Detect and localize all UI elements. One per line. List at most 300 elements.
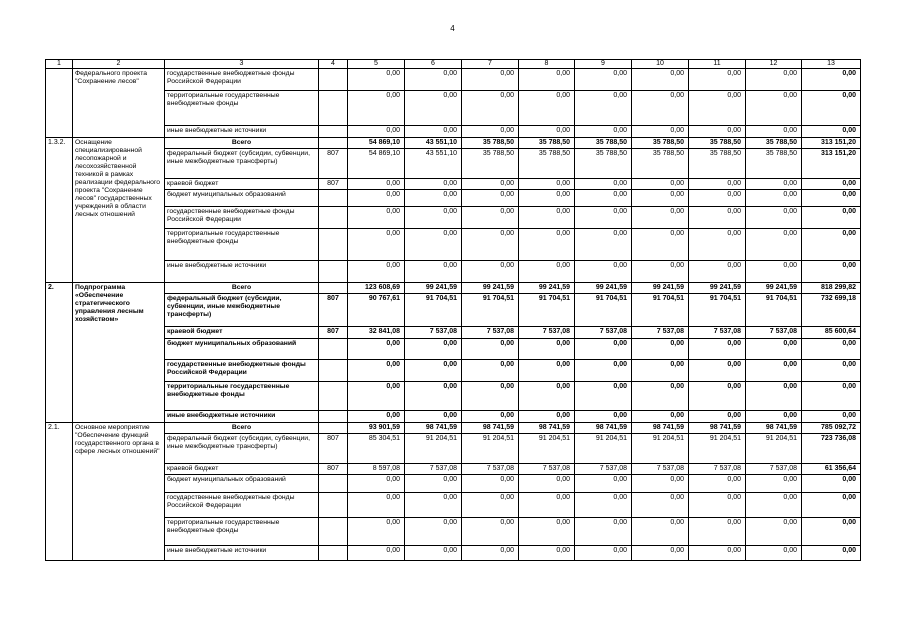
- year-value: 0,00: [348, 518, 405, 546]
- year-value: 7 537,08: [519, 327, 575, 339]
- funding-source: государственные внебюджетные фонды Российской Федерации: [165, 493, 319, 518]
- year-value: 0,00: [689, 339, 746, 360]
- budget-code: [319, 475, 348, 493]
- program-name: Основное мероприятие "Обеспечение функций государственного органа в сфере лесных отношений": [73, 422, 165, 561]
- year-value: 98 741,59: [405, 422, 462, 433]
- table-row: [46, 137, 861, 148]
- year-value: 0,00: [632, 126, 689, 137]
- year-value: 0,00: [689, 475, 746, 493]
- year-value: 0,00: [519, 190, 575, 207]
- year-value: 0,00: [746, 339, 802, 360]
- year-value: 0,00: [575, 493, 632, 518]
- budget-code: [319, 411, 348, 422]
- table-row: [46, 463, 861, 474]
- year-value: 0,00: [405, 207, 462, 229]
- year-value: 0,00: [348, 360, 405, 382]
- year-value: 0,00: [519, 475, 575, 493]
- year-value: 0,00: [575, 475, 632, 493]
- year-value: 0,00: [348, 382, 405, 411]
- year-value: 0,00: [348, 190, 405, 207]
- total-value: 0,00: [802, 518, 861, 546]
- budget-code: [319, 69, 348, 91]
- table-row: [46, 493, 861, 518]
- table-row: [46, 327, 861, 339]
- year-value: 0,00: [575, 382, 632, 411]
- budget-code: [319, 261, 348, 283]
- year-value: 0,00: [689, 411, 746, 422]
- year-value: 0,00: [519, 91, 575, 126]
- table-row: [46, 126, 861, 137]
- year-value: 0,00: [632, 411, 689, 422]
- year-value: 0,00: [575, 261, 632, 283]
- year-value: 98 741,59: [575, 422, 632, 433]
- year-value: 0,00: [575, 229, 632, 261]
- budget-code: [319, 422, 348, 433]
- budget-code: 807: [319, 294, 348, 327]
- year-value: 35 788,50: [519, 137, 575, 148]
- year-value: 0,00: [575, 207, 632, 229]
- year-value: 0,00: [632, 69, 689, 91]
- table-row: [46, 91, 861, 126]
- total-value: 0,00: [802, 546, 861, 561]
- budget-code: [319, 360, 348, 382]
- year-value: 0,00: [462, 190, 519, 207]
- budget-code: [319, 382, 348, 411]
- total-value: 0,00: [802, 229, 861, 261]
- year-value: 0,00: [575, 518, 632, 546]
- total-value: 0,00: [802, 91, 861, 126]
- year-value: 0,00: [632, 382, 689, 411]
- year-value: 7 537,08: [689, 327, 746, 339]
- year-value: 32 841,08: [348, 327, 405, 339]
- year-value: 0,00: [405, 360, 462, 382]
- year-value: 99 241,59: [632, 283, 689, 294]
- year-value: 7 537,08: [405, 327, 462, 339]
- year-value: 35 788,50: [746, 137, 802, 148]
- year-value: 0,00: [746, 126, 802, 137]
- year-value: 54 869,10: [348, 148, 405, 178]
- year-value: 7 537,08: [405, 463, 462, 474]
- page-number: 4: [450, 24, 455, 33]
- year-value: 0,00: [689, 190, 746, 207]
- year-value: 0,00: [519, 382, 575, 411]
- funding-source: иные внебюджетные источники: [165, 411, 319, 422]
- year-value: 0,00: [405, 382, 462, 411]
- funding-source: федеральный бюджет (субсидии, субвенции, иные межбюджетные трансферты): [165, 294, 319, 327]
- year-value: 0,00: [348, 546, 405, 561]
- column-number: 9: [575, 60, 632, 69]
- funding-source: государственные внебюджетные фонды Российской Федерации: [165, 360, 319, 382]
- funding-source: территориальные государственные внебюджетные фонды: [165, 91, 319, 126]
- table-row: [46, 422, 861, 433]
- year-value: 35 788,50: [632, 137, 689, 148]
- table-row: [46, 148, 861, 178]
- year-value: 0,00: [632, 339, 689, 360]
- funding-source: бюджет муниципальных образований: [165, 475, 319, 493]
- total-value: 0,00: [802, 126, 861, 137]
- year-value: 91 704,51: [575, 294, 632, 327]
- year-value: 0,00: [575, 190, 632, 207]
- year-value: 43 551,10: [405, 137, 462, 148]
- year-value: 0,00: [519, 339, 575, 360]
- year-value: 0,00: [462, 69, 519, 91]
- year-value: 0,00: [575, 339, 632, 360]
- year-value: 91 204,51: [746, 433, 802, 463]
- year-value: 98 741,59: [746, 422, 802, 433]
- table-row: [46, 178, 861, 189]
- year-value: 91 704,51: [689, 294, 746, 327]
- table-row: [46, 360, 861, 382]
- funding-source: краевой бюджет: [165, 327, 319, 339]
- year-value: 7 537,08: [746, 327, 802, 339]
- budget-code: 807: [319, 463, 348, 474]
- column-number: 3: [165, 60, 319, 69]
- year-value: 0,00: [519, 126, 575, 137]
- year-value: 35 788,50: [575, 137, 632, 148]
- year-value: 7 537,08: [689, 463, 746, 474]
- year-value: 0,00: [462, 339, 519, 360]
- year-value: 0,00: [746, 69, 802, 91]
- total-value: 61 356,64: [802, 463, 861, 474]
- year-value: 0,00: [348, 339, 405, 360]
- year-value: 91 204,51: [519, 433, 575, 463]
- budget-code: [319, 207, 348, 229]
- year-value: 0,00: [746, 360, 802, 382]
- year-value: 0,00: [575, 91, 632, 126]
- year-value: 0,00: [462, 91, 519, 126]
- year-value: 0,00: [405, 339, 462, 360]
- table-row: [46, 411, 861, 422]
- year-value: 0,00: [462, 382, 519, 411]
- year-value: 0,00: [575, 178, 632, 189]
- year-value: 0,00: [746, 493, 802, 518]
- year-value: 0,00: [689, 178, 746, 189]
- table-row: [46, 382, 861, 411]
- total-value: 0,00: [802, 475, 861, 493]
- year-value: 0,00: [689, 382, 746, 411]
- year-value: 99 241,59: [689, 283, 746, 294]
- funding-source: территориальные государственные внебюджетные фонды: [165, 229, 319, 261]
- year-value: 0,00: [405, 178, 462, 189]
- year-value: 35 788,50: [689, 137, 746, 148]
- funding-source: государственные внебюджетные фонды Российской Федерации: [165, 207, 319, 229]
- year-value: 0,00: [348, 91, 405, 126]
- funding-source: краевой бюджет: [165, 463, 319, 474]
- year-value: 35 788,50: [632, 148, 689, 178]
- table-row: [46, 283, 861, 294]
- year-value: 0,00: [462, 546, 519, 561]
- year-value: 91 704,51: [405, 294, 462, 327]
- table-row: [46, 207, 861, 229]
- table-row: [46, 294, 861, 327]
- table-row: [46, 433, 861, 463]
- total-value: 0,00: [802, 493, 861, 518]
- year-value: 0,00: [689, 207, 746, 229]
- year-value: 0,00: [632, 190, 689, 207]
- funding-source: иные внебюджетные источники: [165, 126, 319, 137]
- budget-code: [319, 546, 348, 561]
- year-value: 91 704,51: [746, 294, 802, 327]
- year-value: 0,00: [689, 546, 746, 561]
- year-value: 0,00: [519, 411, 575, 422]
- year-value: 0,00: [519, 360, 575, 382]
- year-value: 8 597,08: [348, 463, 405, 474]
- total-label: Всего: [165, 283, 319, 294]
- year-value: 0,00: [519, 261, 575, 283]
- column-number: 10: [632, 60, 689, 69]
- year-value: 0,00: [632, 207, 689, 229]
- year-value: 0,00: [746, 178, 802, 189]
- total-label: Всего: [165, 137, 319, 148]
- column-number: 11: [689, 60, 746, 69]
- total-value: 818 299,82: [802, 283, 861, 294]
- table-row: [46, 69, 861, 91]
- year-value: 0,00: [746, 207, 802, 229]
- year-value: 0,00: [519, 69, 575, 91]
- year-value: 91 704,51: [519, 294, 575, 327]
- year-value: 91 704,51: [462, 294, 519, 327]
- year-value: 98 741,59: [462, 422, 519, 433]
- total-value: 785 092,72: [802, 422, 861, 433]
- year-value: 35 788,50: [462, 148, 519, 178]
- year-value: 0,00: [689, 261, 746, 283]
- funding-source: бюджет муниципальных образований: [165, 339, 319, 360]
- budget-code: [319, 126, 348, 137]
- year-value: 0,00: [519, 518, 575, 546]
- year-value: 0,00: [462, 261, 519, 283]
- year-value: 7 537,08: [746, 463, 802, 474]
- year-value: 0,00: [405, 190, 462, 207]
- funding-source: территориальные государственные внебюджетные фонды: [165, 518, 319, 546]
- year-value: 0,00: [348, 207, 405, 229]
- year-value: 54 869,10: [348, 137, 405, 148]
- year-value: 0,00: [348, 261, 405, 283]
- year-value: 0,00: [405, 475, 462, 493]
- column-number: 5: [348, 60, 405, 69]
- total-label: Всего: [165, 422, 319, 433]
- table-row: [46, 546, 861, 561]
- year-value: 99 241,59: [405, 283, 462, 294]
- year-value: 91 204,51: [462, 433, 519, 463]
- year-value: 35 788,50: [462, 137, 519, 148]
- year-value: 7 537,08: [519, 463, 575, 474]
- budget-code: [319, 190, 348, 207]
- year-value: 0,00: [689, 91, 746, 126]
- year-value: 90 767,61: [348, 294, 405, 327]
- table-row: [46, 190, 861, 207]
- year-value: 0,00: [689, 69, 746, 91]
- year-value: 0,00: [462, 178, 519, 189]
- budget-code: [319, 283, 348, 294]
- funding-source: государственные внебюджетные фонды Российской Федерации: [165, 69, 319, 91]
- year-value: 35 788,50: [689, 148, 746, 178]
- item-number: 1.3.2.: [46, 137, 73, 283]
- year-value: 0,00: [746, 91, 802, 126]
- year-value: 0,00: [746, 546, 802, 561]
- year-value: 123 608,69: [348, 283, 405, 294]
- total-value: 85 600,64: [802, 327, 861, 339]
- year-value: 0,00: [348, 126, 405, 137]
- year-value: 99 241,59: [462, 283, 519, 294]
- total-value: 0,00: [802, 178, 861, 189]
- year-value: 35 788,50: [519, 148, 575, 178]
- year-value: 0,00: [632, 178, 689, 189]
- table-row: [46, 339, 861, 360]
- year-value: 0,00: [575, 546, 632, 561]
- year-value: 0,00: [689, 229, 746, 261]
- budget-table: [45, 59, 861, 561]
- year-value: 0,00: [519, 546, 575, 561]
- year-value: 0,00: [405, 91, 462, 126]
- year-value: 0,00: [575, 69, 632, 91]
- year-value: 93 901,59: [348, 422, 405, 433]
- budget-code: [319, 137, 348, 148]
- total-value: 723 736,08: [802, 433, 861, 463]
- year-value: 0,00: [405, 411, 462, 422]
- year-value: 43 551,10: [405, 148, 462, 178]
- table-row: [46, 261, 861, 283]
- year-value: 0,00: [746, 382, 802, 411]
- year-value: 0,00: [348, 229, 405, 261]
- year-value: 0,00: [519, 207, 575, 229]
- total-value: 0,00: [802, 69, 861, 91]
- table-body: [46, 60, 861, 561]
- year-value: 0,00: [405, 126, 462, 137]
- year-value: 0,00: [575, 360, 632, 382]
- table-row: [46, 475, 861, 493]
- year-value: 91 204,51: [689, 433, 746, 463]
- year-value: 7 537,08: [575, 463, 632, 474]
- column-numbers-row: [46, 60, 861, 69]
- year-value: 0,00: [746, 261, 802, 283]
- year-value: 0,00: [632, 229, 689, 261]
- year-value: 0,00: [462, 411, 519, 422]
- year-value: 0,00: [348, 411, 405, 422]
- year-value: 0,00: [746, 411, 802, 422]
- budget-code: 807: [319, 433, 348, 463]
- funding-source: иные внебюджетные источники: [165, 261, 319, 283]
- year-value: 0,00: [632, 360, 689, 382]
- year-value: 7 537,08: [462, 463, 519, 474]
- year-value: 0,00: [348, 69, 405, 91]
- funding-source: федеральный бюджет (субсидии, субвенции, иные межбюджетные трансферты): [165, 433, 319, 463]
- budget-code: 807: [319, 148, 348, 178]
- year-value: 0,00: [689, 360, 746, 382]
- total-value: 0,00: [802, 261, 861, 283]
- year-value: 91 204,51: [575, 433, 632, 463]
- total-value: 0,00: [802, 382, 861, 411]
- funding-source: федеральный бюджет (субсидии, субвенции, иные межбюджетные трансферты): [165, 148, 319, 178]
- year-value: 0,00: [632, 518, 689, 546]
- column-number: 6: [405, 60, 462, 69]
- budget-code: [319, 91, 348, 126]
- year-value: 7 537,08: [462, 327, 519, 339]
- total-value: 313 151,20: [802, 148, 861, 178]
- column-number: 13: [802, 60, 861, 69]
- year-value: 0,00: [405, 546, 462, 561]
- year-value: 0,00: [632, 493, 689, 518]
- year-value: 35 788,50: [575, 148, 632, 178]
- year-value: 0,00: [462, 126, 519, 137]
- column-number: 12: [746, 60, 802, 69]
- year-value: 0,00: [689, 126, 746, 137]
- year-value: 7 537,08: [632, 463, 689, 474]
- year-value: 0,00: [462, 475, 519, 493]
- year-value: 0,00: [348, 475, 405, 493]
- year-value: 0,00: [575, 411, 632, 422]
- year-value: 0,00: [632, 91, 689, 126]
- total-value: 0,00: [802, 411, 861, 422]
- funding-source: территориальные государственные внебюджетные фонды: [165, 382, 319, 411]
- item-number: [46, 69, 73, 137]
- year-value: 0,00: [746, 229, 802, 261]
- year-value: 91 204,51: [405, 433, 462, 463]
- year-value: 0,00: [462, 493, 519, 518]
- total-value: 0,00: [802, 207, 861, 229]
- total-value: 0,00: [802, 360, 861, 382]
- year-value: 0,00: [575, 126, 632, 137]
- program-name: Подпрограмма «Обеспечение стратегического управления лесным хозяйством»: [73, 283, 165, 423]
- budget-code: [319, 518, 348, 546]
- item-number: 2.1.: [46, 422, 73, 561]
- year-value: 0,00: [462, 360, 519, 382]
- year-value: 98 741,59: [689, 422, 746, 433]
- total-value: 0,00: [802, 190, 861, 207]
- year-value: 0,00: [519, 493, 575, 518]
- total-value: 313 151,20: [802, 137, 861, 148]
- total-value: 0,00: [802, 339, 861, 360]
- year-value: 0,00: [348, 493, 405, 518]
- year-value: 0,00: [405, 229, 462, 261]
- year-value: 99 241,59: [519, 283, 575, 294]
- table-row: [46, 518, 861, 546]
- year-value: 0,00: [462, 229, 519, 261]
- year-value: 0,00: [405, 493, 462, 518]
- item-number: 2.: [46, 283, 73, 423]
- year-value: 0,00: [519, 178, 575, 189]
- year-value: 0,00: [689, 493, 746, 518]
- program-name: Федерального проекта "Сохранение лесов": [73, 69, 165, 137]
- year-value: 0,00: [462, 518, 519, 546]
- year-value: 99 241,59: [746, 283, 802, 294]
- year-value: 0,00: [746, 190, 802, 207]
- year-value: 0,00: [405, 69, 462, 91]
- year-value: 0,00: [746, 475, 802, 493]
- total-value: 732 699,18: [802, 294, 861, 327]
- year-value: 0,00: [632, 261, 689, 283]
- year-value: 0,00: [405, 518, 462, 546]
- year-value: 91 204,51: [632, 433, 689, 463]
- funding-source: бюджет муниципальных образований: [165, 190, 319, 207]
- year-value: 85 304,51: [348, 433, 405, 463]
- column-number: 1: [46, 60, 73, 69]
- year-value: 0,00: [348, 178, 405, 189]
- year-value: 35 788,50: [746, 148, 802, 178]
- budget-code: 807: [319, 327, 348, 339]
- year-value: 0,00: [689, 518, 746, 546]
- funding-source: краевой бюджет: [165, 178, 319, 189]
- year-value: 0,00: [462, 207, 519, 229]
- year-value: 0,00: [632, 475, 689, 493]
- program-name: Оснащение специализированной лесопожарной и лесохозяйственной техникой в рамках реализации федерального проекта "Сохранение лесов" государственных учреждений в области лесных отношений: [73, 137, 165, 283]
- year-value: 7 537,08: [632, 327, 689, 339]
- column-number: 2: [73, 60, 165, 69]
- year-value: 91 704,51: [632, 294, 689, 327]
- budget-code: 807: [319, 178, 348, 189]
- budget-code: [319, 229, 348, 261]
- year-value: 7 537,08: [575, 327, 632, 339]
- year-value: 98 741,59: [632, 422, 689, 433]
